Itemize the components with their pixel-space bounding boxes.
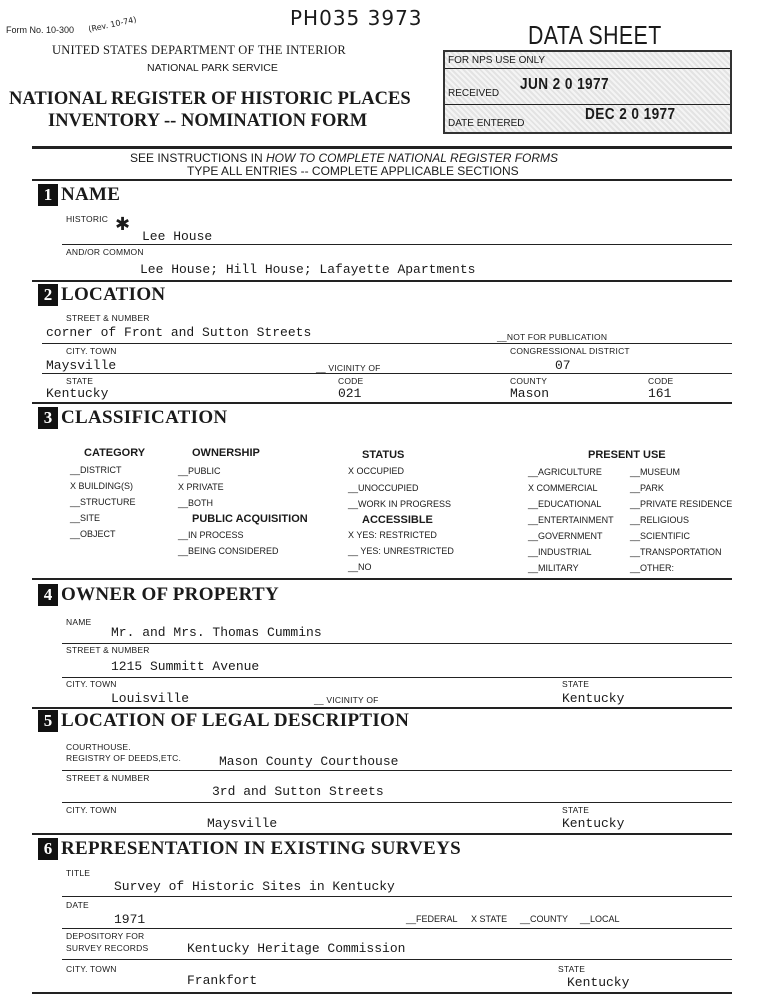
legal-street-value: 3rd and Sutton Streets — [212, 784, 384, 799]
depository-value: Kentucky Heritage Commission — [187, 941, 406, 956]
section-number: 4 — [38, 584, 58, 606]
owner-name-label: NAME — [66, 617, 92, 627]
congressional-district-value: 07 — [555, 358, 571, 373]
congressional-district-label: CONGRESSIONAL DISTRICT — [510, 346, 630, 356]
category-option: X BUILDING(S) — [70, 481, 134, 491]
present-use-option: __GOVERNMENT — [528, 531, 603, 541]
received-date: JUN 2 0 1977 — [520, 76, 610, 93]
category-heading: CATEGORY — [84, 447, 146, 459]
survey-level-option: __LOCAL — [580, 914, 620, 924]
common-name-value: Lee House; Hill House; Lafayette Apartments — [140, 262, 476, 277]
present-use-option: __TRANSPORTATION — [630, 547, 722, 557]
section-number: 3 — [38, 407, 58, 429]
present-use-option: __ENTERTAINMENT — [528, 515, 614, 525]
legal-city-label: CITY. TOWN — [66, 805, 117, 815]
survey-state-label: STATE — [558, 964, 586, 974]
instructions-line2: TYPE ALL ENTRIES -- COMPLETE APPLICABLE SECTIONS — [187, 164, 519, 178]
instructions-line1: SEE INSTRUCTIONS IN HOW TO COMPLETE NATIONAL REGISTER FORMS — [130, 151, 559, 165]
section-number: 2 — [38, 284, 58, 306]
legal-state-value: Kentucky — [562, 816, 625, 831]
vicinity-label: __ VICINITY OF — [316, 363, 381, 373]
courthouse-label: COURTHOUSE. — [66, 742, 131, 752]
ownership-option: X PRIVATE — [178, 482, 224, 492]
section-title: REPRESENTATION IN EXISTING SURVEYS — [61, 838, 462, 859]
ownership-heading: OWNERSHIP — [192, 447, 260, 459]
owner-city-label: CITY. TOWN — [66, 679, 117, 689]
section-location-header — [38, 284, 165, 306]
form-revision: (Rev. 10-74) — [87, 15, 138, 34]
date-entered-label: DATE ENTERED — [448, 118, 525, 129]
ownership-option: __PUBLIC — [178, 466, 221, 476]
present-use-option: __MUSEUM — [630, 467, 681, 477]
accessible-option: X YES: RESTRICTED — [348, 530, 437, 540]
present-use-heading: PRESENT USE — [588, 449, 666, 461]
category-option: __STRUCTURE — [70, 497, 136, 507]
survey-state-value: Kentucky — [567, 975, 630, 990]
county-label: COUNTY — [510, 376, 548, 386]
historic-label: HISTORIC — [66, 214, 109, 224]
section-number: 1 — [38, 184, 58, 206]
survey-city-value: Frankfort — [187, 973, 258, 988]
owner-state-label: STATE — [562, 679, 590, 689]
state-code-value: 021 — [338, 386, 362, 401]
section-surveys-header — [38, 838, 461, 860]
survey-level-option: __COUNTY — [520, 914, 569, 924]
present-use-option: __SCIENTIFIC — [630, 531, 691, 541]
survey-date-value: 1971 — [114, 912, 146, 927]
ownership-option: __BOTH — [178, 498, 214, 508]
public-acquisition-option: __BEING CONSIDERED — [178, 546, 279, 556]
survey-date-label: DATE — [66, 900, 89, 910]
data-sheet-heading: DATA SHEET — [528, 20, 662, 50]
legal-street-label: STREET & NUMBER — [66, 773, 150, 783]
historic-name-value: Lee House — [142, 229, 213, 244]
nps-use-stamp-box — [443, 50, 732, 134]
owner-vicinity-label: __ VICINITY OF — [314, 695, 379, 705]
category-option: __DISTRICT — [70, 465, 122, 475]
present-use-option: __AGRICULTURE — [528, 467, 602, 477]
section-number: 6 — [38, 838, 58, 860]
status-heading: STATUS — [362, 449, 405, 461]
asterisk-mark-icon: ✱ — [115, 214, 131, 235]
survey-title-value: Survey of Historic Sites in Kentucky — [114, 879, 395, 894]
legal-city-value: Maysville — [207, 816, 278, 831]
section-number: 5 — [38, 710, 58, 732]
section-legal-description-header — [38, 710, 409, 732]
section-title: OWNER OF PROPERTY — [61, 584, 280, 605]
present-use-option: __EDUCATIONAL — [528, 499, 602, 509]
present-use-option: __OTHER: — [630, 563, 675, 573]
city-label: CITY. TOWN — [66, 346, 117, 356]
state-code-label: CODE — [338, 376, 364, 386]
nps-use-label: FOR NPS USE ONLY — [448, 55, 546, 66]
status-option: X OCCUPIED — [348, 466, 405, 476]
category-option: __OBJECT — [70, 529, 116, 539]
present-use-option: __PRIVATE RESIDENCE — [630, 499, 733, 509]
department-name: UNITED STATES DEPARTMENT OF THE INTERIOR — [52, 43, 346, 57]
accessible-heading: ACCESSIBLE — [362, 514, 433, 526]
county-code-value: 161 — [648, 386, 672, 401]
accessible-option: __NO — [348, 562, 372, 572]
category-option: __SITE — [70, 513, 101, 523]
received-label: RECEIVED — [448, 88, 500, 99]
handwritten-reference: PH035 3973 — [290, 6, 423, 30]
section-title: CLASSIFICATION — [61, 407, 228, 428]
legal-state-label: STATE — [562, 805, 590, 815]
status-option: __UNOCCUPIED — [348, 483, 419, 493]
status-option: __WORK IN PROGRESS — [348, 499, 452, 509]
section-owner-header — [38, 584, 279, 606]
county-value: Mason — [510, 386, 550, 401]
accessible-option: __ YES: UNRESTRICTED — [348, 546, 454, 556]
survey-title-label: TITLE — [66, 868, 91, 878]
depository-label-line2: SURVEY RECORDS — [66, 943, 149, 953]
registry-label: REGISTRY OF DEEDS,ETC. — [66, 753, 182, 763]
survey-city-label: CITY. TOWN — [66, 964, 117, 974]
owner-city-value: Louisville — [111, 691, 190, 706]
owner-state-value: Kentucky — [562, 691, 625, 706]
owner-street-label: STREET & NUMBER — [66, 645, 150, 655]
section-classification-header — [38, 407, 227, 429]
depository-label-line1: DEPOSITORY FOR — [66, 931, 145, 941]
present-use-option: __RELIGIOUS — [630, 515, 690, 525]
survey-level-option: __FEDERAL — [406, 914, 458, 924]
state-label: STATE — [66, 376, 94, 386]
state-value: Kentucky — [46, 386, 109, 401]
courthouse-value: Mason County Courthouse — [219, 754, 399, 769]
street-label: STREET & NUMBER — [66, 313, 150, 323]
present-use-option: __INDUSTRIAL — [528, 547, 592, 557]
public-acquisition-option: __IN PROCESS — [178, 530, 244, 540]
form-title-line2: INVENTORY -- NOMINATION FORM — [48, 111, 368, 131]
section-title: NAME — [61, 184, 121, 205]
common-name-label: AND/OR COMMON — [66, 247, 144, 257]
section-title: LOCATION — [61, 284, 166, 305]
form-title-line1: NATIONAL REGISTER OF HISTORIC PLACES — [9, 89, 411, 109]
public-acquisition-heading: PUBLIC ACQUISITION — [192, 513, 308, 525]
survey-level-option: X STATE — [471, 914, 508, 924]
owner-name-value: Mr. and Mrs. Thomas Cummins — [111, 625, 322, 640]
section-title: LOCATION OF LEGAL DESCRIPTION — [61, 710, 410, 731]
street-value: corner of Front and Sutton Streets — [46, 325, 312, 340]
service-name: NATIONAL PARK SERVICE — [147, 62, 278, 74]
not-for-publication: __NOT FOR PUBLICATION — [497, 332, 608, 342]
city-value: Maysville — [46, 358, 117, 373]
present-use-option: __MILITARY — [528, 563, 579, 573]
form-number: Form No. 10-300 — [6, 25, 75, 35]
section-name-header — [38, 184, 120, 206]
present-use-option: __PARK — [630, 483, 664, 493]
owner-street-value: 1215 Summitt Avenue — [111, 659, 260, 674]
present-use-option: X COMMERCIAL — [528, 483, 598, 493]
county-code-label: CODE — [648, 376, 674, 386]
date-entered-value: DEC 2 0 1977 — [585, 106, 676, 123]
